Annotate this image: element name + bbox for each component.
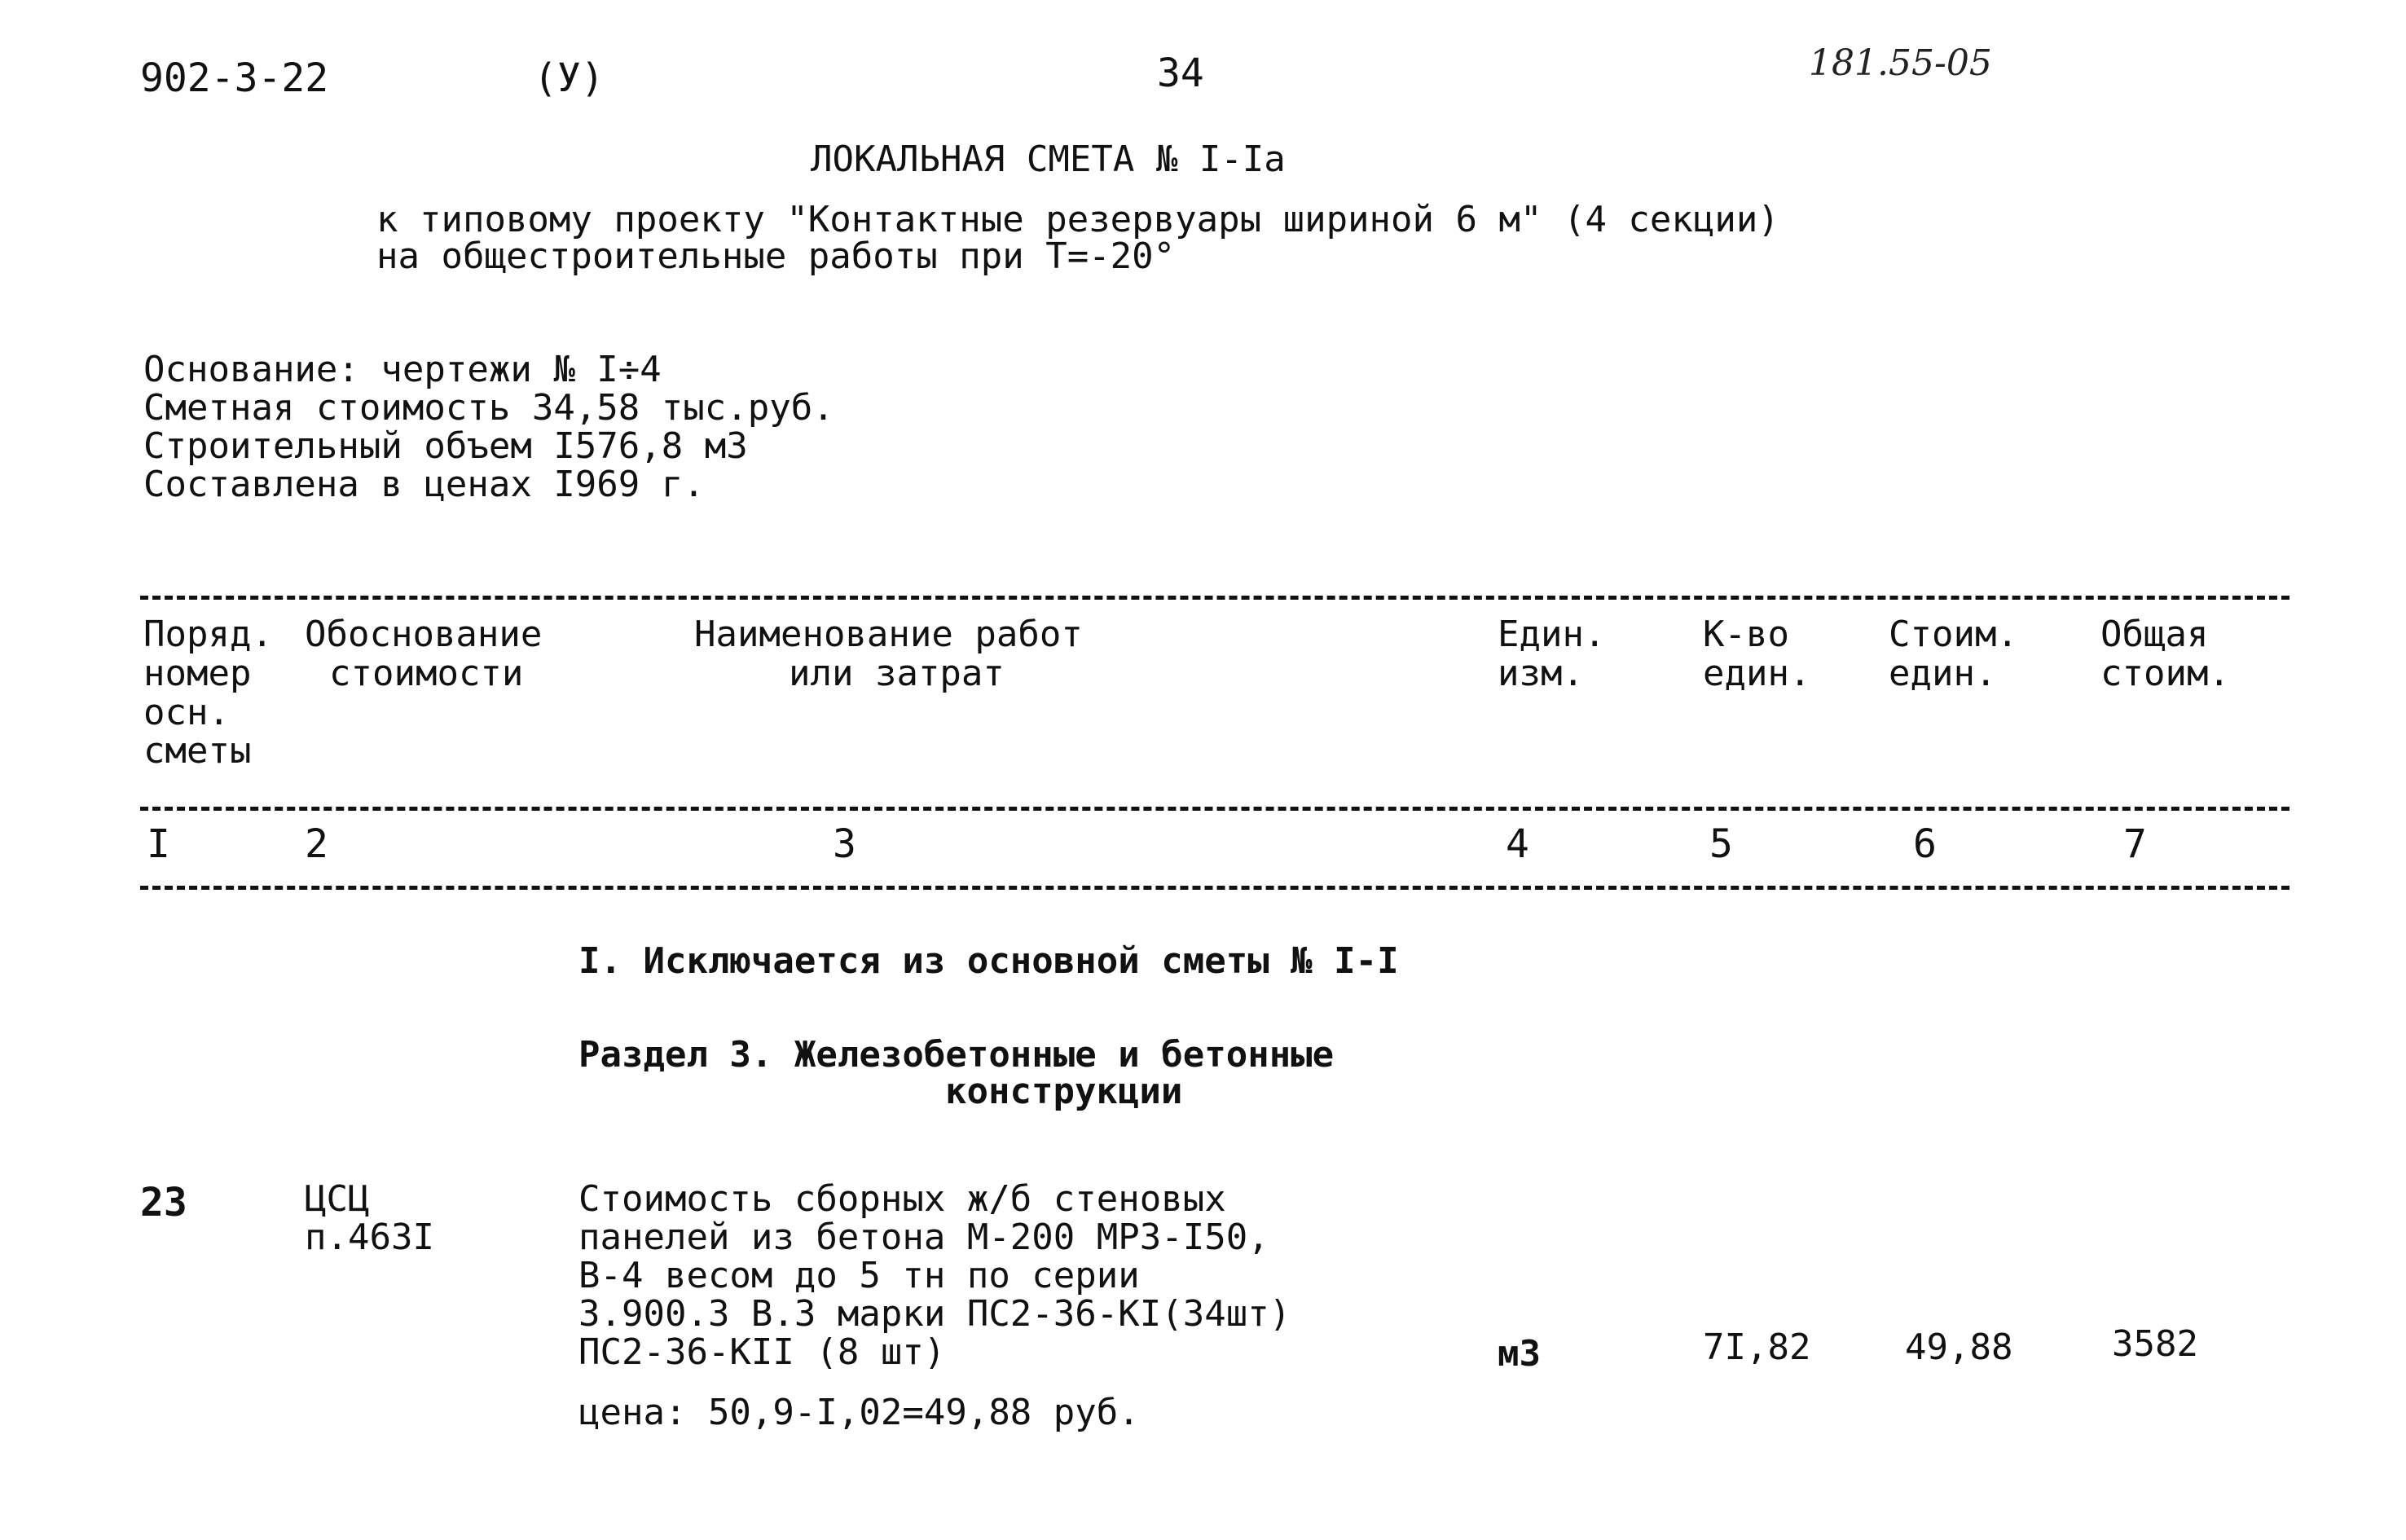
archive-number: 181.55-05 <box>1809 42 1992 84</box>
header-col-3-line: или затрат <box>789 653 1005 694</box>
info-prices: Составлена в ценах I969 г. <box>143 464 705 505</box>
subtitle-line-2: на общестроительные работы при Т=-20° <box>376 235 1176 277</box>
header-col-1-line: осн. <box>143 692 230 733</box>
header-col-1-line: номер <box>143 653 252 694</box>
header-col-5-line: К-во <box>1703 614 1789 655</box>
row-total: 3582 <box>2112 1323 2198 1365</box>
header-col-6-line: един. <box>1889 653 1997 694</box>
column-number: I <box>147 821 170 867</box>
row-description-line: 3.900.3 В.3 марки ПС2-36-КI(34шт) <box>578 1293 1291 1335</box>
row-basis-line-1: ЦСЦ <box>305 1178 370 1220</box>
document-code: 902-3-22 <box>140 55 329 101</box>
subtitle-line-1: к типовому проекту "Контактные резервуары шириной 6 м" (4 секции) <box>376 199 1779 240</box>
column-number: 4 <box>1506 821 1529 867</box>
header-col-2-line: Обоснование <box>305 614 543 655</box>
row-price-note: цена: 50,9-I,02=49,88 руб. <box>578 1392 1140 1433</box>
row-unit: м3 <box>1498 1333 1541 1375</box>
section-subheading-line-2: конструкции <box>945 1071 1183 1112</box>
page-number: 34 <box>1157 51 1204 96</box>
row-description-line: панелей из бетона М-200 МРЗ-I50, <box>578 1217 1269 1258</box>
document-mark: (У) <box>534 55 605 101</box>
header-col-7-line: Общая <box>2100 614 2209 655</box>
header-col-4-line: изм. <box>1498 653 1584 694</box>
document-title: ЛОКАЛЬНАЯ СМЕТА № I-Iа <box>811 139 1286 180</box>
header-col-3-line: Наименование работ <box>694 614 1083 655</box>
header-col-7-line: стоим. <box>2100 653 2230 694</box>
info-volume: Строительный объем I576,8 м3 <box>143 425 748 467</box>
row-number: 23 <box>140 1180 187 1225</box>
table-top-rule <box>140 596 2289 600</box>
row-description-line: ПС2-36-КII (8 шт) <box>578 1331 946 1373</box>
header-col-6-line: Стоим. <box>1889 614 2018 655</box>
header-col-1-line: сметы <box>143 730 252 772</box>
row-description-line: Стоимость сборных ж/б стеновых <box>578 1178 1226 1220</box>
column-number: 5 <box>1709 821 1733 867</box>
column-number: 2 <box>305 821 328 867</box>
column-number: 6 <box>1913 821 1937 867</box>
info-basis: Основание: чертежи № I÷4 <box>143 349 662 390</box>
row-description-line: В-4 весом до 5 тн по серии <box>578 1255 1140 1296</box>
header-col-5-line: един. <box>1703 653 1811 694</box>
row-unit-cost: 49,88 <box>1905 1327 2013 1368</box>
column-numbers-bottom-rule <box>140 886 2289 890</box>
section-heading: I. Исключается из основной сметы № I-I <box>578 940 1399 982</box>
row-basis-line-2: п.463I <box>305 1217 434 1258</box>
header-bottom-rule <box>140 807 2289 811</box>
header-col-2-line: стоимости <box>329 653 524 694</box>
header-col-4-line: Един. <box>1498 614 1606 655</box>
column-number: 7 <box>2123 821 2147 867</box>
row-quantity: 7I,82 <box>1703 1327 1811 1368</box>
section-subheading-line-1: Раздел 3. Железобетонные и бетонные <box>578 1034 1335 1076</box>
column-number: 3 <box>833 821 856 867</box>
info-cost: Сметная стоимость 34,58 тыс.руб. <box>143 387 834 429</box>
header-col-1-line: Поряд. <box>143 614 273 655</box>
